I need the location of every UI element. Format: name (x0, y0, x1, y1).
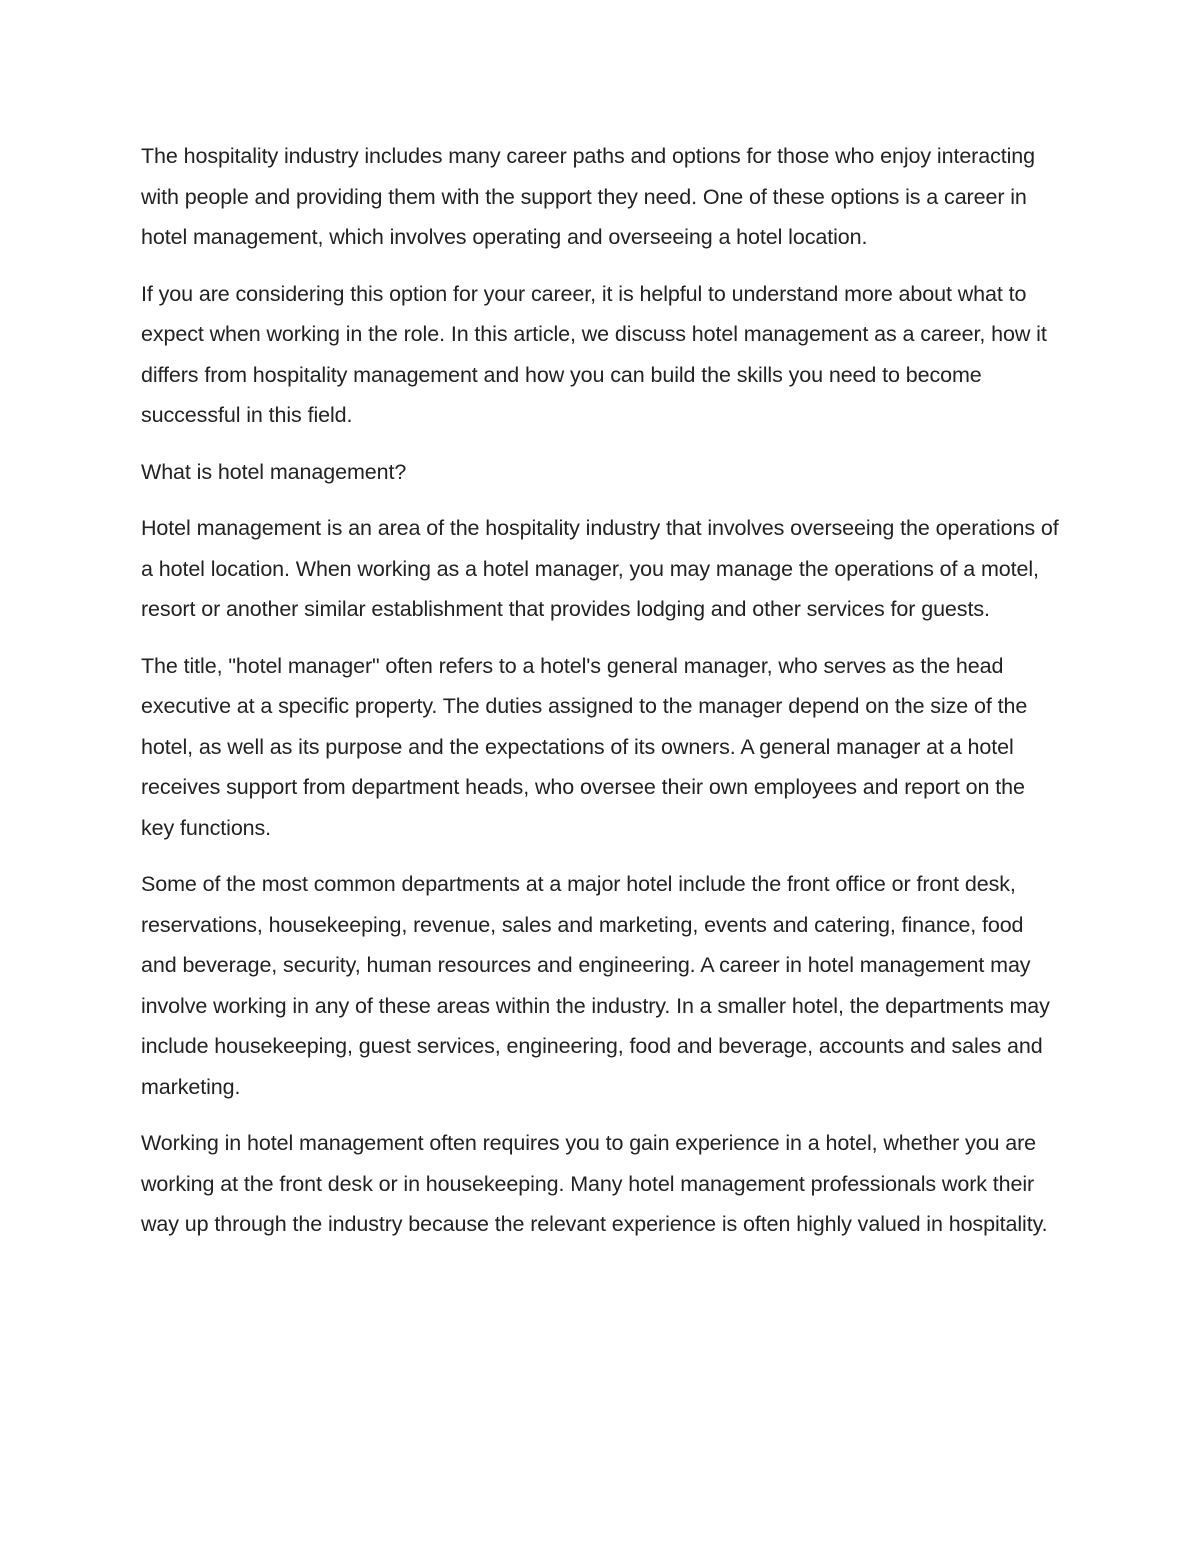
section-heading: What is hotel management? (141, 459, 407, 484)
document-body (141, 136, 1061, 1261)
paragraph-definition: Hotel management is an area of the hospitality industry that involves overseeing the operations of a hotel location. When working as a hotel manager, you may manage the operations of a motel, resort or another similar establishment that provides lodging and other services for guests. (141, 516, 1059, 621)
paragraph-intro: The hospitality industry includes many career paths and options for those who enjoy interacting with people and providing them with the support they need. One of these options is a career in hotel management, which involves operating and overseeing a hotel location. (141, 144, 1036, 249)
paragraph-article-overview: If you are considering this option for your career, it is helpful to understand more about what to expect when working in the role. In this article, we discuss hotel management as a career, how it differs from hospitality management and how you can build the skills you need to become successful in this field. (141, 281, 1047, 427)
paragraph-general-manager: The title, "hotel manager" often refers to a hotel's general manager, who serves as the head executive at a specific property. The duties assigned to the manager depend on the size of the hotel, as well as its purpose and the expectations of its owners. A general manager at a hotel receives support from department heads, who oversee their own employees and report on the key functions. (141, 653, 1028, 840)
paragraph-experience: Working in hotel management often requires you to gain experience in a hotel, whether you are working at the front desk or in housekeeping. Many hotel management professionals work their way up through the industry because the relevant experience is often highly valued in hospitality. (141, 1131, 1048, 1236)
paragraph-departments: Some of the most common departments at a major hotel include the front office or front desk, reservations, housekeeping, revenue, sales and marketing, events and catering, finance, food and beverage, security, human resources and engineering. A career in hotel management may involve working in any of these areas within the industry. In a smaller hotel, the departments may include housekeeping, guest services, engineering, food and beverage, accounts and sales and marketing. (141, 872, 1050, 1099)
